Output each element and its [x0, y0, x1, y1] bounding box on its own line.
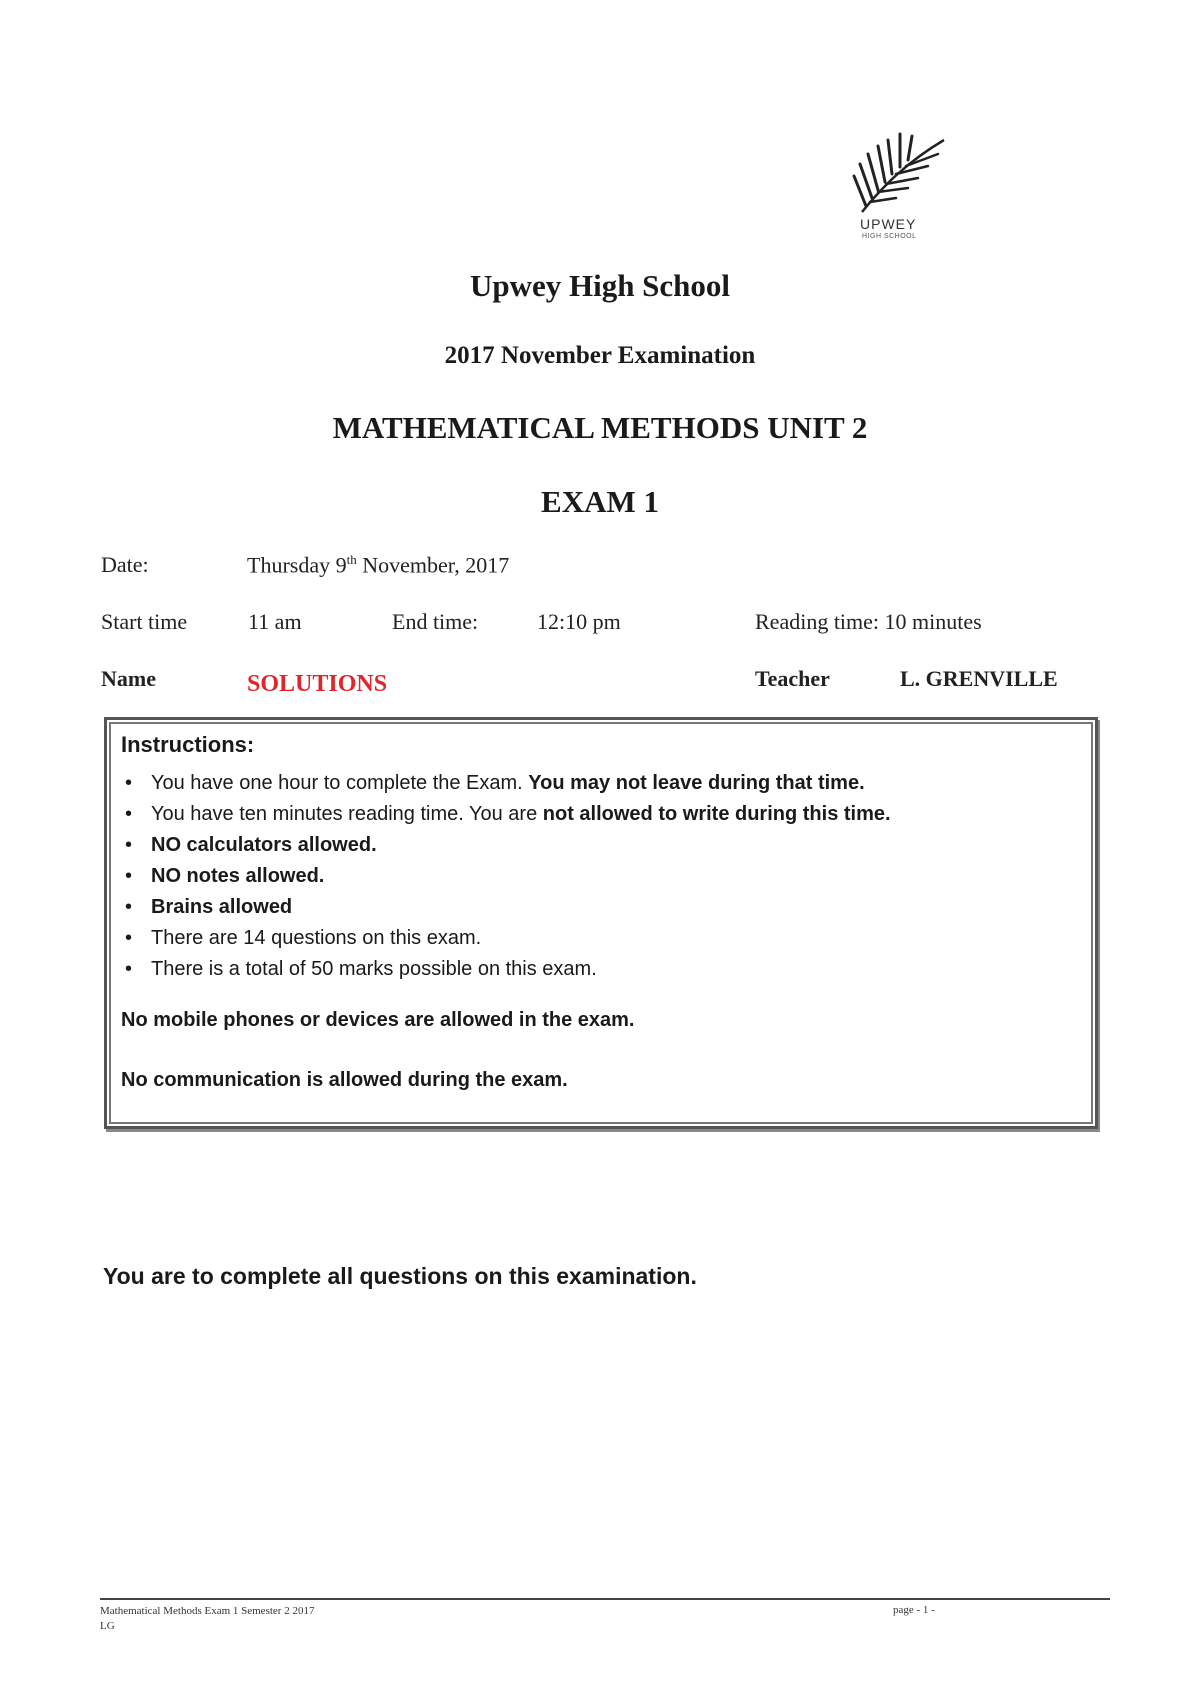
instruction-emphasis: You may not leave during that time. [528, 772, 865, 794]
date-month-year: November, 2017 [356, 552, 510, 578]
instruction-text: There are 14 questions on this exam. [151, 927, 482, 949]
instruction-text: You have ten minutes reading time. You are [151, 803, 543, 825]
complete-all-statement: You are to complete all questions on this examination. [103, 1263, 697, 1289]
end-time-value: 12:10 pm [537, 609, 621, 634]
logo-subtitle: HIGH SCHOOL [862, 233, 917, 240]
footer-divider [100, 1598, 1110, 1600]
school-name: Upwey High School [469, 268, 731, 303]
instruction-item [121, 923, 891, 954]
instructions-list [121, 768, 891, 985]
name-label: Name [101, 666, 156, 691]
start-time-value: 11 am [248, 609, 302, 634]
instruction-item [121, 830, 891, 861]
instructions-title: Instructions: [121, 732, 255, 757]
subject-title: MATHEMATICAL METHODS UNIT 2 [332, 410, 868, 445]
instruction-item [121, 954, 891, 985]
teacher-label: Teacher [755, 666, 830, 691]
instruction-item [121, 799, 891, 830]
page-number: page - 1 - [893, 1604, 935, 1616]
instruction-emphasis: not allowed to write during this time. [542, 803, 891, 825]
instructions-box [104, 717, 1098, 1129]
name-value: SOLUTIONS [247, 671, 388, 697]
no-devices-note: No mobile phones or devices are allowed in the exam. [121, 1009, 635, 1031]
date-label: Date: [101, 552, 149, 577]
footer-initials: LG [100, 1620, 115, 1632]
instruction-text: You have one hour to complete the Exam. [151, 772, 529, 794]
reading-time: Reading time: 10 minutes [755, 609, 982, 634]
instruction-item [121, 861, 891, 892]
fern-leaf-icon [852, 132, 948, 216]
footer-left [100, 1604, 314, 1634]
teacher-value: L. GRENVILLE [900, 666, 1058, 691]
no-communication-note: No communication is allowed during the exam. [121, 1069, 568, 1091]
date-ordinal: th [346, 552, 357, 567]
date-value [247, 552, 509, 578]
exam-number: EXAM 1 [541, 484, 659, 519]
start-time-label: Start time [101, 609, 188, 634]
date-day: Thursday 9 [247, 552, 347, 578]
instruction-emphasis: NO calculators allowed. [151, 834, 377, 856]
instruction-emphasis: NO notes allowed. [151, 865, 325, 887]
school-logo [838, 132, 962, 244]
footer-course: Mathematical Methods Exam 1 Semester 2 2017 [100, 1605, 315, 1617]
logo-wordmark: UPWEY [860, 216, 917, 232]
exam-session: 2017 November Examination [444, 342, 756, 369]
instruction-emphasis: Brains allowed [151, 896, 293, 918]
instruction-text: There is a total of 50 marks possible on this exam. [151, 958, 597, 980]
instruction-item [121, 892, 891, 923]
instruction-item [121, 768, 891, 799]
end-time-label: End time: [392, 609, 479, 634]
